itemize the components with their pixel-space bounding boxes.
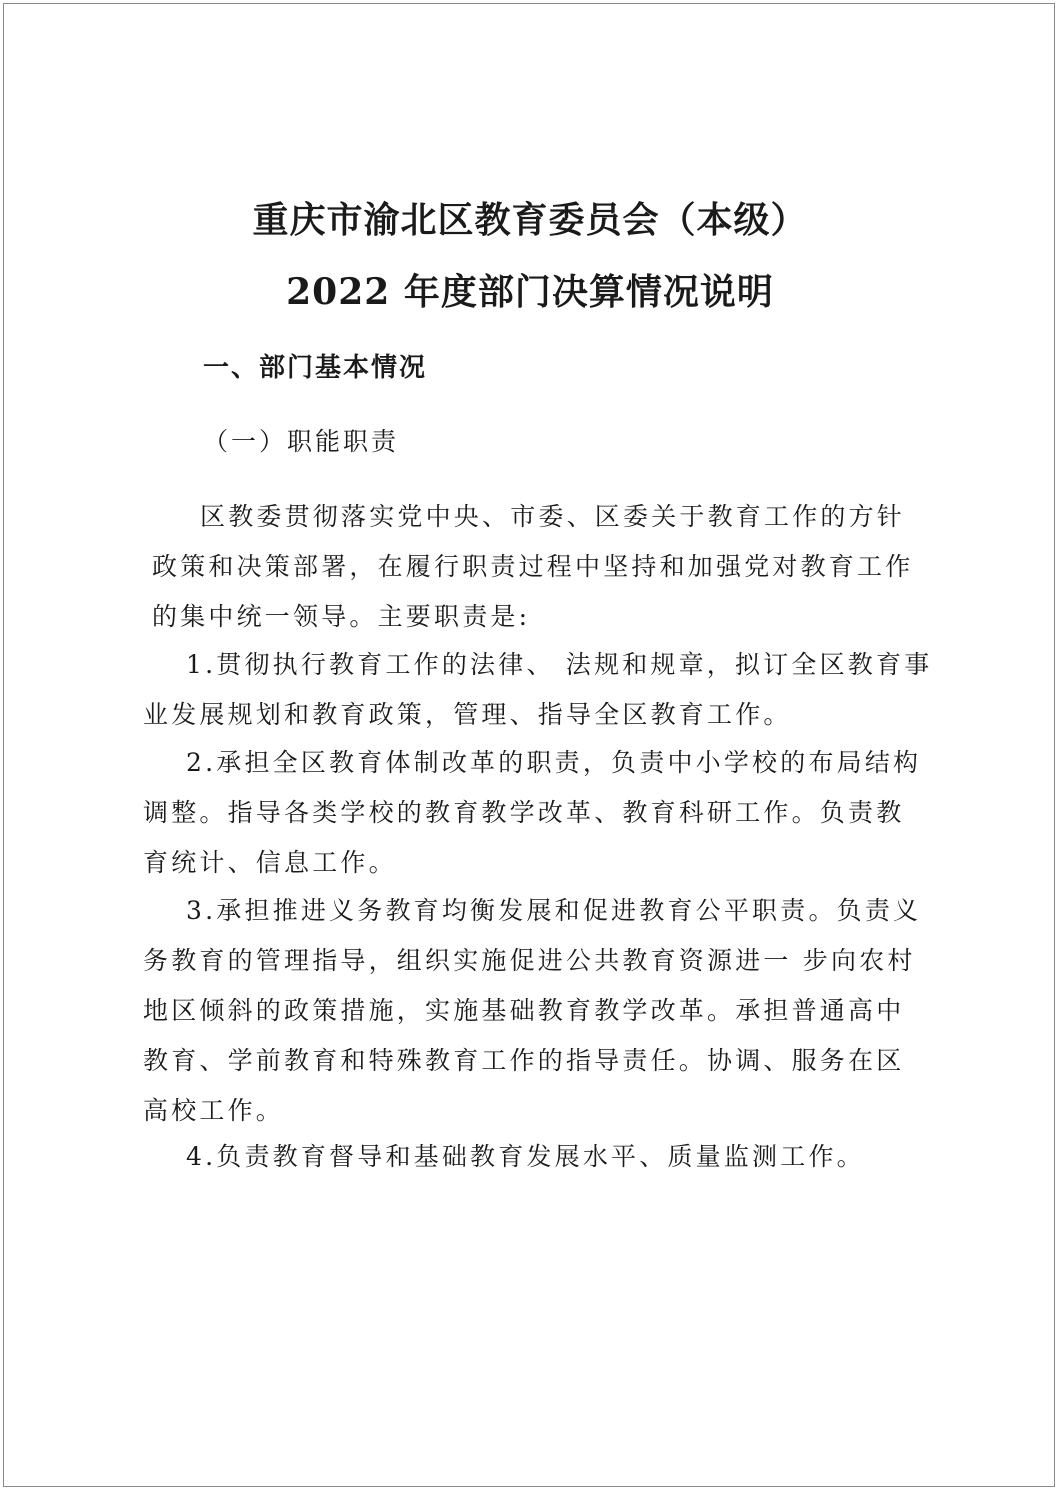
document-title-line-2: 2022 年度部门决算情况说明 <box>286 271 774 313</box>
paragraph-line: 3.承担推进义务教育均衡发展和促进教育公平职责。负责义 <box>186 896 922 925</box>
document-title-line-1: 重庆市渝北区教育委员会（本级） <box>252 199 808 241</box>
duty-item-1 <box>143 640 932 740</box>
subsection-heading: （一）职能职责 <box>203 427 400 456</box>
duty-item-4 <box>143 1132 865 1182</box>
paragraph-line: 育统计、信息工作。 <box>143 848 397 877</box>
paragraph-line: 的集中统一领导。主要职责是: <box>152 602 531 631</box>
intro-paragraph <box>152 492 913 642</box>
paragraph-line: 4.负责教育督导和基础教育发展水平、质量监测工作。 <box>186 1142 865 1171</box>
paragraph-line: 高校工作。 <box>143 1096 285 1125</box>
duty-item-2 <box>143 738 921 888</box>
paragraph-line: 务教育的管理指导，组织实施促进公共教育资源进一 步向农村 <box>143 946 916 975</box>
paragraph-line: 2.承担全区教育体制改革的职责，负责中小学校的布局结构 <box>186 748 922 777</box>
paragraph-line: 政策和决策部署，在履行职责过程中坚持和加强党对教育工作 <box>152 552 914 581</box>
paragraph-line: 1.贯彻执行教育工作的法律、 法规和规章，拟订全区教育事 <box>186 650 933 679</box>
paragraph-line: 地区倾斜的政策措施，实施基础教育教学改革。承担普通高中 <box>143 996 905 1025</box>
paragraph-line: 业发展规划和教育政策，管理、指导全区教育工作。 <box>143 700 792 729</box>
paragraph-line: 区教委贯彻落实党中央、市委、区委关于教育工作的方针 <box>200 502 906 531</box>
section-heading: 一、部门基本情况 <box>203 353 428 383</box>
duty-item-3 <box>143 886 921 1136</box>
paragraph-line: 调整。指导各类学校的教育教学改革、教育科研工作。负责教 <box>143 798 905 827</box>
paragraph-line: 教育、学前教育和特殊教育工作的指导责任。协调、服务在区 <box>143 1046 905 1075</box>
